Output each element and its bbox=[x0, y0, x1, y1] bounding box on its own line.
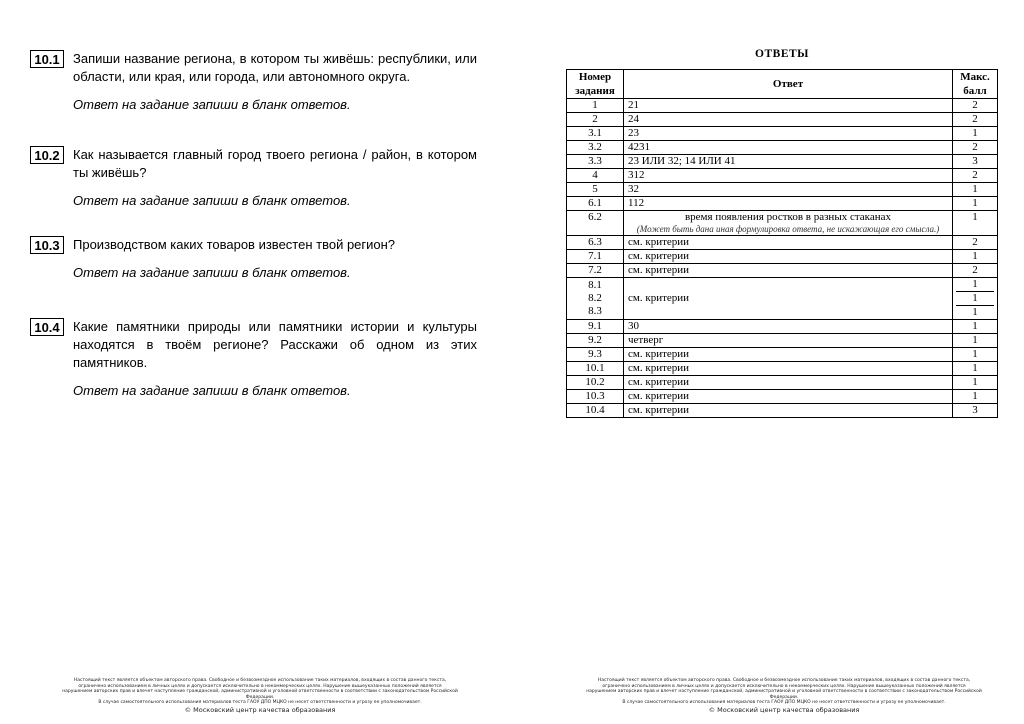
answer-row bbox=[567, 404, 998, 418]
answer-row bbox=[567, 264, 998, 278]
answer-number: 5 bbox=[567, 183, 624, 197]
answer-row bbox=[567, 348, 998, 362]
answers-table bbox=[566, 69, 998, 418]
answer-row bbox=[567, 197, 998, 211]
task-10-4 bbox=[30, 318, 477, 400]
answer-max: 2 bbox=[953, 264, 998, 278]
answer-row bbox=[567, 99, 998, 113]
task-answer-note: Ответ на задание запиши в бланк ответов. bbox=[73, 265, 351, 280]
answer-max: 2 bbox=[953, 141, 998, 155]
answer-max: 1 bbox=[953, 183, 998, 197]
task-question: Производством каких товаров известен твой регион? bbox=[73, 237, 396, 252]
footer-copyright: © Московский центр качества образования bbox=[708, 705, 860, 714]
answer-number: 3.1 bbox=[567, 127, 624, 141]
answer-text: см. критерии bbox=[624, 348, 953, 362]
answer-text: 30 bbox=[624, 320, 953, 334]
answer-number: 3.2 bbox=[567, 141, 624, 155]
answer-text: 23 bbox=[624, 127, 953, 141]
answer-number: 10.2 bbox=[567, 376, 624, 390]
answers-header-row bbox=[567, 70, 998, 99]
answer-row bbox=[567, 141, 998, 155]
answer-max: 2 bbox=[953, 113, 998, 127]
task-10-1 bbox=[30, 50, 477, 114]
answer-row bbox=[567, 183, 998, 197]
task-answer-note: Ответ на задание запиши в бланк ответов. bbox=[73, 97, 351, 112]
footer-line: В случае самостоятельного использования материалов теста ГАОУ ДПО МЦКО не несет ответственности и угрозу ее уполномочивает. bbox=[622, 700, 946, 706]
task-question: Запиши название региона, в котором ты живёшь: республики, или области, или края, или города, или автономного округа. bbox=[73, 51, 477, 84]
answer-row bbox=[567, 362, 998, 376]
answer-text: 112 bbox=[624, 197, 953, 211]
answer-number: 6.3 bbox=[567, 236, 624, 250]
answer-text: см. критерии bbox=[624, 264, 953, 278]
answer-number: 7.2 bbox=[567, 264, 624, 278]
answer-max: 1 bbox=[953, 348, 998, 362]
answer-number-item: 8.3 bbox=[588, 305, 602, 317]
answer-max: 1 bbox=[953, 390, 998, 404]
answer-text: см. критерии bbox=[624, 362, 953, 376]
answer-number: 3.3 bbox=[567, 155, 624, 169]
answer-max: 2 bbox=[953, 99, 998, 113]
answer-number: 6.2 bbox=[567, 211, 624, 236]
task-10-3 bbox=[30, 236, 477, 282]
header-number: Номер задания bbox=[567, 70, 624, 99]
answer-max bbox=[953, 278, 998, 320]
answer-text: 312 bbox=[624, 169, 953, 183]
footer-line: В случае самостоятельного использования материалов теста ГАОУ ДПО МЦКО не несет ответственности и угрозу ее уполномочивает. bbox=[98, 700, 422, 706]
answer-max: 1 bbox=[953, 250, 998, 264]
left-footer bbox=[60, 678, 460, 714]
answer-text: см. критерии bbox=[624, 250, 953, 264]
answer-text: 32 bbox=[624, 183, 953, 197]
answer-number: 10.3 bbox=[567, 390, 624, 404]
footer-line: ограничено использованием в личных целях и допускается исключительно в некоммерческих целях. Нарушение вышеуказанных положений является bbox=[602, 683, 966, 689]
answer-row bbox=[567, 127, 998, 141]
answer-number-item: 8.1 bbox=[588, 279, 602, 291]
answer-max: 3 bbox=[953, 155, 998, 169]
answer-row bbox=[567, 278, 998, 320]
answer-row bbox=[567, 211, 998, 236]
answer-text: 21 bbox=[624, 99, 953, 113]
answer-max: 2 bbox=[953, 236, 998, 250]
answer-number: 9.1 bbox=[567, 320, 624, 334]
answers-title: ОТВЕТЫ bbox=[755, 48, 809, 60]
answer-row bbox=[567, 250, 998, 264]
answer-text: см. критерии bbox=[624, 404, 953, 418]
answer-number: 10.4 bbox=[567, 404, 624, 418]
answer-max: 1 bbox=[953, 197, 998, 211]
footer-line: Настоящий текст является объектом авторского права. Свободное и безвозмездное использование таких материалов, входящих в состав данного текста, bbox=[597, 678, 971, 683]
task-10-2 bbox=[30, 146, 477, 210]
answer-number: 10.1 bbox=[567, 362, 624, 376]
answer-number: 2 bbox=[567, 113, 624, 127]
answer-row bbox=[567, 376, 998, 390]
answer-max: 3 bbox=[953, 404, 998, 418]
answer-row bbox=[567, 390, 998, 404]
answer-text bbox=[624, 211, 953, 236]
answer-number: 6.1 bbox=[567, 197, 624, 211]
answer-text: см. критерии bbox=[624, 376, 953, 390]
task-number: 10.1 bbox=[30, 50, 64, 68]
answer-text: 23 ИЛИ 32; 14 ИЛИ 41 bbox=[624, 155, 953, 169]
answer-text: четверг bbox=[624, 334, 953, 348]
task-number: 10.2 bbox=[30, 146, 64, 164]
answer-row bbox=[567, 320, 998, 334]
answer-row bbox=[567, 334, 998, 348]
answer-row bbox=[567, 113, 998, 127]
footer-line: Настоящий текст является объектом авторского права. Свободное и безвозмездное использование таких материалов, входящих в состав данного текста, bbox=[73, 678, 447, 683]
answer-row bbox=[567, 169, 998, 183]
answer-number bbox=[567, 278, 624, 320]
answer-max: 1 bbox=[953, 376, 998, 390]
answer-max: 1 bbox=[953, 334, 998, 348]
task-question: Какие памятники природы или памятники истории и культуры находятся в твоём регионе? Расскажи об одном из этих памятников. bbox=[73, 319, 477, 370]
answer-text: см. критерии bbox=[624, 236, 953, 250]
answer-number: 9.3 bbox=[567, 348, 624, 362]
answer-max: 1 bbox=[953, 362, 998, 376]
task-number: 10.4 bbox=[30, 318, 64, 336]
footer-line: нарушением авторских прав и влечет наступление гражданской, административной и уголовной ответственности в соответствии с законодательством Российской Федерации. bbox=[586, 689, 982, 700]
answer-number-item: 8.2 bbox=[588, 292, 602, 304]
answer-max-item: 1 bbox=[956, 291, 994, 305]
answer-max: 2 bbox=[953, 169, 998, 183]
right-footer bbox=[584, 678, 984, 714]
answer-note: (Может быть дана иная формулировка ответа, не искажающая его смысла.) bbox=[636, 224, 940, 234]
answers-body bbox=[567, 99, 998, 418]
answer-number: 1 bbox=[567, 99, 624, 113]
answer-max: 1 bbox=[953, 127, 998, 141]
task-answer-note: Ответ на задание запиши в бланк ответов. bbox=[73, 193, 351, 208]
header-answer: Ответ bbox=[624, 70, 953, 99]
answer-number: 7.1 bbox=[567, 250, 624, 264]
answer-row bbox=[567, 236, 998, 250]
answer-number: 4 bbox=[567, 169, 624, 183]
task-answer-note: Ответ на задание запиши в бланк ответов. bbox=[73, 383, 351, 398]
answer-main: время появления ростков в разных стаканах bbox=[684, 211, 891, 223]
task-number: 10.3 bbox=[30, 236, 64, 254]
task-question: Как называется главный город твоего региона / район, в котором ты живёшь? bbox=[73, 147, 477, 180]
answer-text: см. критерии bbox=[624, 278, 953, 320]
answer-max: 1 bbox=[953, 320, 998, 334]
footer-line: нарушением авторских прав и влечет наступление гражданской, административной и уголовной ответственности в соответствии с законодательством Российской Федерации. bbox=[62, 689, 458, 700]
answer-text: 4231 bbox=[624, 141, 953, 155]
answer-number: 9.2 bbox=[567, 334, 624, 348]
answer-max-item: 1 bbox=[956, 305, 994, 319]
answer-text: см. критерии bbox=[624, 390, 953, 404]
answer-text: 24 bbox=[624, 113, 953, 127]
answer-row bbox=[567, 155, 998, 169]
answer-max: 1 bbox=[953, 211, 998, 236]
answer-max-item: 1 bbox=[972, 278, 978, 290]
footer-copyright: © Московский центр качества образования bbox=[184, 705, 336, 714]
header-max: Макс. балл bbox=[953, 70, 998, 99]
footer-line: ограничено использованием в личных целях и допускается исключительно в некоммерческих целях. Нарушение вышеуказанных положений является bbox=[78, 683, 442, 689]
